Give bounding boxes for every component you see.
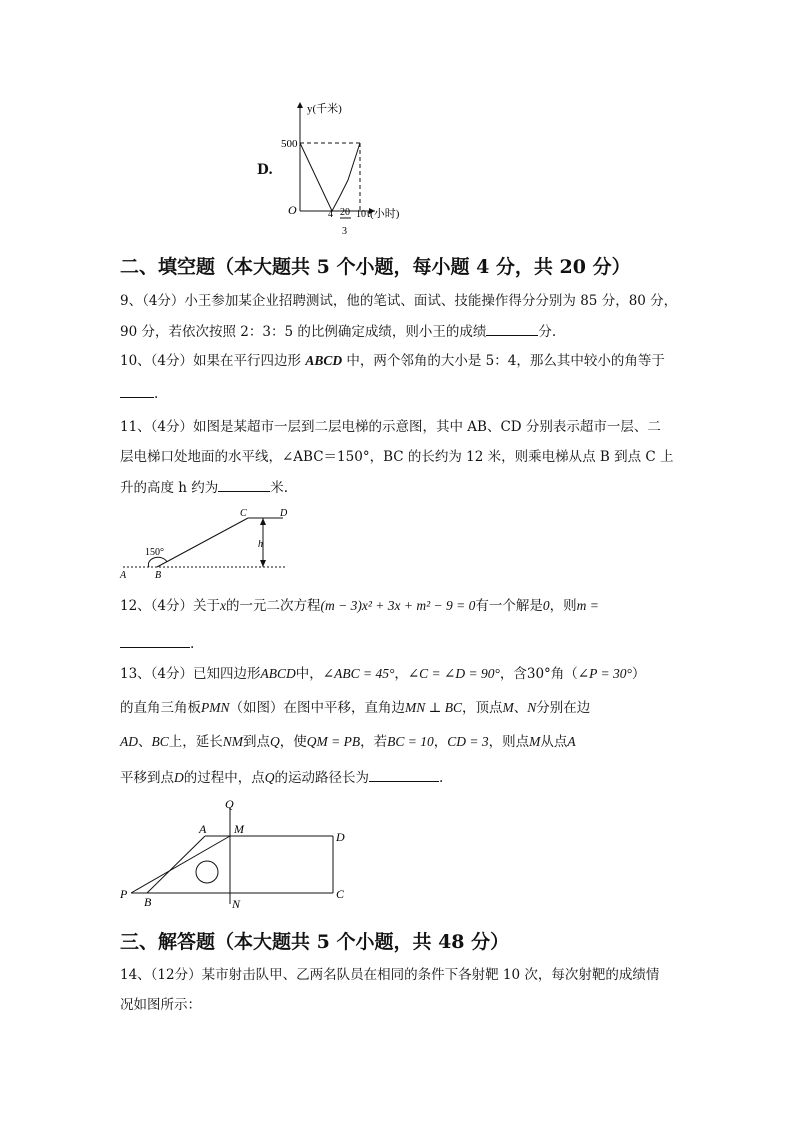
x-tick-10: 10 xyxy=(356,209,366,220)
q13-text: （如图）在图中平移，直角边 xyxy=(229,700,405,716)
height-arrow-top xyxy=(260,518,266,525)
q13-math: M xyxy=(529,734,541,749)
q13-math: Q xyxy=(264,770,275,785)
q12-answer-blank[interactable] xyxy=(120,633,190,648)
height-arrow-bottom xyxy=(260,560,266,567)
x-tick-3: 3 xyxy=(342,226,347,237)
x-axis-label: t(小时) xyxy=(367,208,400,220)
q13-text: ，含 xyxy=(499,666,527,682)
y-axis-arrow xyxy=(297,102,303,108)
q13-text: 上，延长 xyxy=(168,734,223,750)
q13-math: N xyxy=(527,700,537,715)
graph-line xyxy=(300,143,360,211)
label-a: A xyxy=(199,822,207,836)
q10-line1 xyxy=(120,351,665,371)
y-axis-label: y(千米) xyxy=(307,103,342,115)
section-3-heading: 三、解答题（本大题共 5 个小题，共 48 分） xyxy=(120,931,510,953)
q12-var-x: x xyxy=(220,598,227,613)
label-b: B xyxy=(155,570,162,581)
q13-text: ） xyxy=(631,666,646,682)
q10-text-b: 中，两个邻角的大小是 5：4，那么其中较小的角等于 xyxy=(342,353,665,369)
angle-arc xyxy=(148,557,167,567)
q13-math: A xyxy=(567,734,576,749)
q13-text: 中， xyxy=(295,666,323,682)
q10-answer-blank[interactable] xyxy=(120,383,154,398)
q13-text: 角（ xyxy=(550,666,578,682)
q13-end: . xyxy=(439,770,444,786)
q12-equation: (m − 3)x² + 3x + m² − 9 = 0 xyxy=(320,598,476,613)
q13-text: ， xyxy=(433,734,448,750)
q9-text-b: 分. xyxy=(538,324,557,340)
q13-text: 到点 xyxy=(243,734,271,750)
label-d: D xyxy=(280,508,288,519)
q13-math: BC = 10 xyxy=(387,734,434,749)
x-tick-20: 20 xyxy=(340,207,350,218)
q12-end: . xyxy=(190,636,195,652)
q9-line1: 9、（4分）小王参加某企业招聘测试，他的笔试、面试、技能操作得分分别为 85 分，80 分， xyxy=(120,293,678,309)
q11-line3 xyxy=(120,477,288,498)
q12-line1 xyxy=(120,596,599,616)
q13-math: ABCD xyxy=(260,666,296,681)
y-tick-500: 500 xyxy=(281,138,298,150)
q12-zero: 0 xyxy=(542,598,550,613)
q13-text: 从点 xyxy=(540,734,568,750)
q14-line1: 14、（12分）某市射击队甲、乙两名队员在相同的条件下各射靶 10 次，每次射靶的成绩情 xyxy=(120,967,660,983)
q10-end: . xyxy=(154,386,159,402)
label-q: Q xyxy=(225,797,234,811)
q13-answer-blank[interactable] xyxy=(369,767,439,782)
q13-text: ，则点 xyxy=(488,734,530,750)
edge-ab xyxy=(147,836,205,893)
label-p: P xyxy=(120,887,128,901)
q13-text: 、 xyxy=(138,734,152,750)
q13-math: ∠C = ∠D = 90° xyxy=(407,666,500,681)
label-c: C xyxy=(336,887,345,901)
q13-math: MN ⊥ BC xyxy=(405,700,462,715)
q13-text: 13、（4分）已知四边形 xyxy=(120,666,261,682)
origin-label: O xyxy=(288,203,297,217)
q13-math: ∠P = 30° xyxy=(577,666,632,681)
q10-text-a: 10、（4分）如果在平行四边形 xyxy=(120,353,306,369)
q13-math: AD xyxy=(120,734,138,749)
q12-text-a: 12、（4分）关于 xyxy=(120,598,221,614)
trapezoid-triangle-figure xyxy=(115,796,365,916)
q9-line2 xyxy=(120,321,556,342)
q13-math: QM = PB xyxy=(306,734,361,749)
q13-text: 、 xyxy=(513,700,528,716)
q13-text: ， xyxy=(394,666,408,682)
q13-line2 xyxy=(120,698,590,718)
q13-math: 30° xyxy=(526,666,551,682)
section-2-heading: 二、填空题（本大题共 5 个小题，每小题 4 分，共 20 分） xyxy=(120,256,631,278)
label-b: B xyxy=(144,895,152,909)
x-tick-4: 4 xyxy=(328,209,333,220)
q13-math: M xyxy=(502,700,514,715)
q13-text: 分别在边 xyxy=(536,700,591,716)
q9-answer-blank[interactable] xyxy=(486,321,538,336)
q13-line1 xyxy=(120,664,645,684)
q13-math: PMN xyxy=(201,700,230,715)
q13-text: 的运动路径长为 xyxy=(274,770,369,786)
q13-line3 xyxy=(120,732,576,752)
label-a: A xyxy=(120,570,127,581)
label-h: h xyxy=(258,539,263,550)
label-d: D xyxy=(336,830,345,844)
q12-text-c: 有一个解是 xyxy=(475,598,543,614)
q12-text-b: 的一元二次方程 xyxy=(226,598,321,614)
q12-m-eq: m = xyxy=(576,598,599,613)
label-c: C xyxy=(240,508,247,519)
q12-line2 xyxy=(120,633,194,654)
q11-line1: 11、（4分）如图是某超市一层到二层电梯的示意图，其中 AB、CD 分别表示超市一层、二 xyxy=(120,419,661,435)
option-d-label: D. xyxy=(257,162,273,178)
q13-math: D xyxy=(174,770,184,785)
q13-line4 xyxy=(120,767,443,788)
q13-text: ，顶点 xyxy=(461,700,503,716)
q13-math: CD = 3 xyxy=(447,734,489,749)
label-n: N xyxy=(232,897,241,911)
q13-math: Q xyxy=(270,734,280,749)
triangle-hole-circle xyxy=(196,861,218,883)
q13-math: NM xyxy=(222,734,244,749)
q13-math: ∠ABC = 45° xyxy=(322,666,395,681)
q11-text-b: 米. xyxy=(270,480,289,496)
q11-text-a: 升的高度 h 约为 xyxy=(120,480,219,496)
q9-text-a: 90 分，若依次按照 2：3：5 的比例确定成绩，则小王的成绩 xyxy=(120,324,487,340)
escalator-bc xyxy=(157,518,248,567)
q11-answer-blank[interactable] xyxy=(218,477,270,492)
q13-text: ，若 xyxy=(360,734,388,750)
q12-text-d: ，则 xyxy=(549,598,577,614)
q13-text: 的直角三角板 xyxy=(120,700,201,716)
q13-text: 的过程中，点 xyxy=(183,770,265,786)
q11-line2: 层电梯口处地面的水平线，∠ABC＝150°，BC 的长约为 12 米，则乘电梯从点 B 到点 C 上 xyxy=(120,449,674,465)
q13-text: 平移到点 xyxy=(120,770,174,786)
q10-abcd: ABCD xyxy=(305,353,343,368)
angle-label: 150° xyxy=(145,547,164,558)
q10-line2 xyxy=(120,383,158,404)
q13-text: ，使 xyxy=(279,734,307,750)
q13-math: BC xyxy=(151,734,169,749)
q14-line2: 况如图所示： xyxy=(120,997,201,1013)
label-m: M xyxy=(234,822,244,836)
distance-time-graph xyxy=(270,96,420,241)
escalator-figure xyxy=(115,502,295,582)
